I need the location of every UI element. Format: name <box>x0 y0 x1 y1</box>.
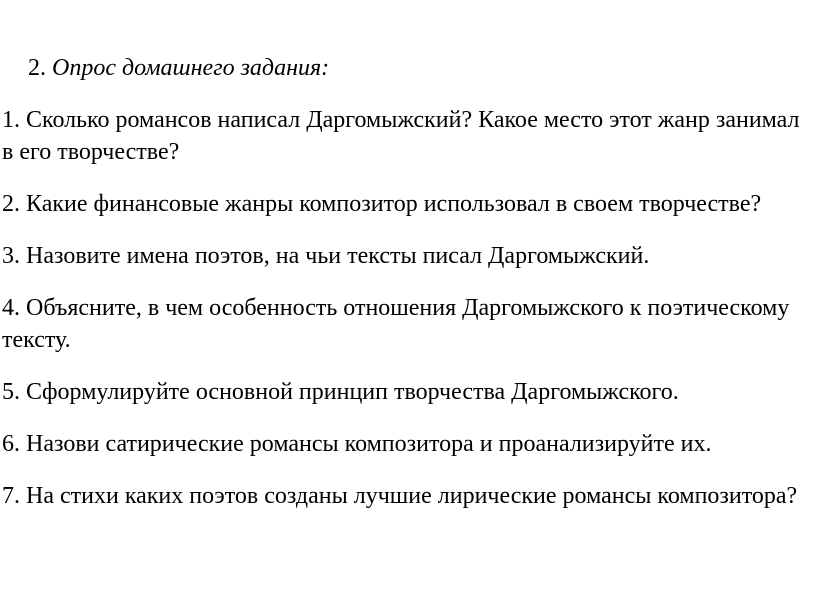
question-item <box>2 480 814 512</box>
question-item <box>2 104 814 168</box>
question-text: Назовите имена поэтов, на чьи тексты писал Даргомыжский. <box>26 243 650 269</box>
question-number: 4. <box>2 295 20 321</box>
question-text: На стихи каких поэтов созданы лучшие лирические романсы композитора? <box>26 483 798 509</box>
question-number: 2. <box>2 191 20 217</box>
question-item <box>2 376 814 408</box>
question-number: 3. <box>2 243 20 269</box>
question-number: 1. <box>2 107 20 133</box>
question-text: Какие финансовые жанры композитор использовал в своем творчестве? <box>26 191 762 217</box>
question-text: Объясните, в чем особенность отношения Даргомыжского к поэтическому тексту. <box>2 295 790 353</box>
question-text: Назови сатирические романсы композитора и проанализируйте их. <box>26 431 712 457</box>
question-number: 7. <box>2 483 20 509</box>
question-item <box>2 292 814 356</box>
section-heading <box>28 52 329 84</box>
question-item <box>2 188 814 220</box>
question-number: 5. <box>2 379 20 405</box>
question-text: Сформулируйте основной принцип творчества Даргомыжского. <box>26 379 679 405</box>
question-item <box>2 428 814 460</box>
question-item <box>2 240 814 272</box>
question-number: 6. <box>2 431 20 457</box>
section-title: Опрос домашнего задания: <box>52 55 330 81</box>
section-number: 2. <box>28 55 46 81</box>
question-text: Сколько романсов написал Даргомыжский? Какое место этот жанр занимал в его творчестве? <box>2 107 800 165</box>
question-list <box>2 104 814 532</box>
